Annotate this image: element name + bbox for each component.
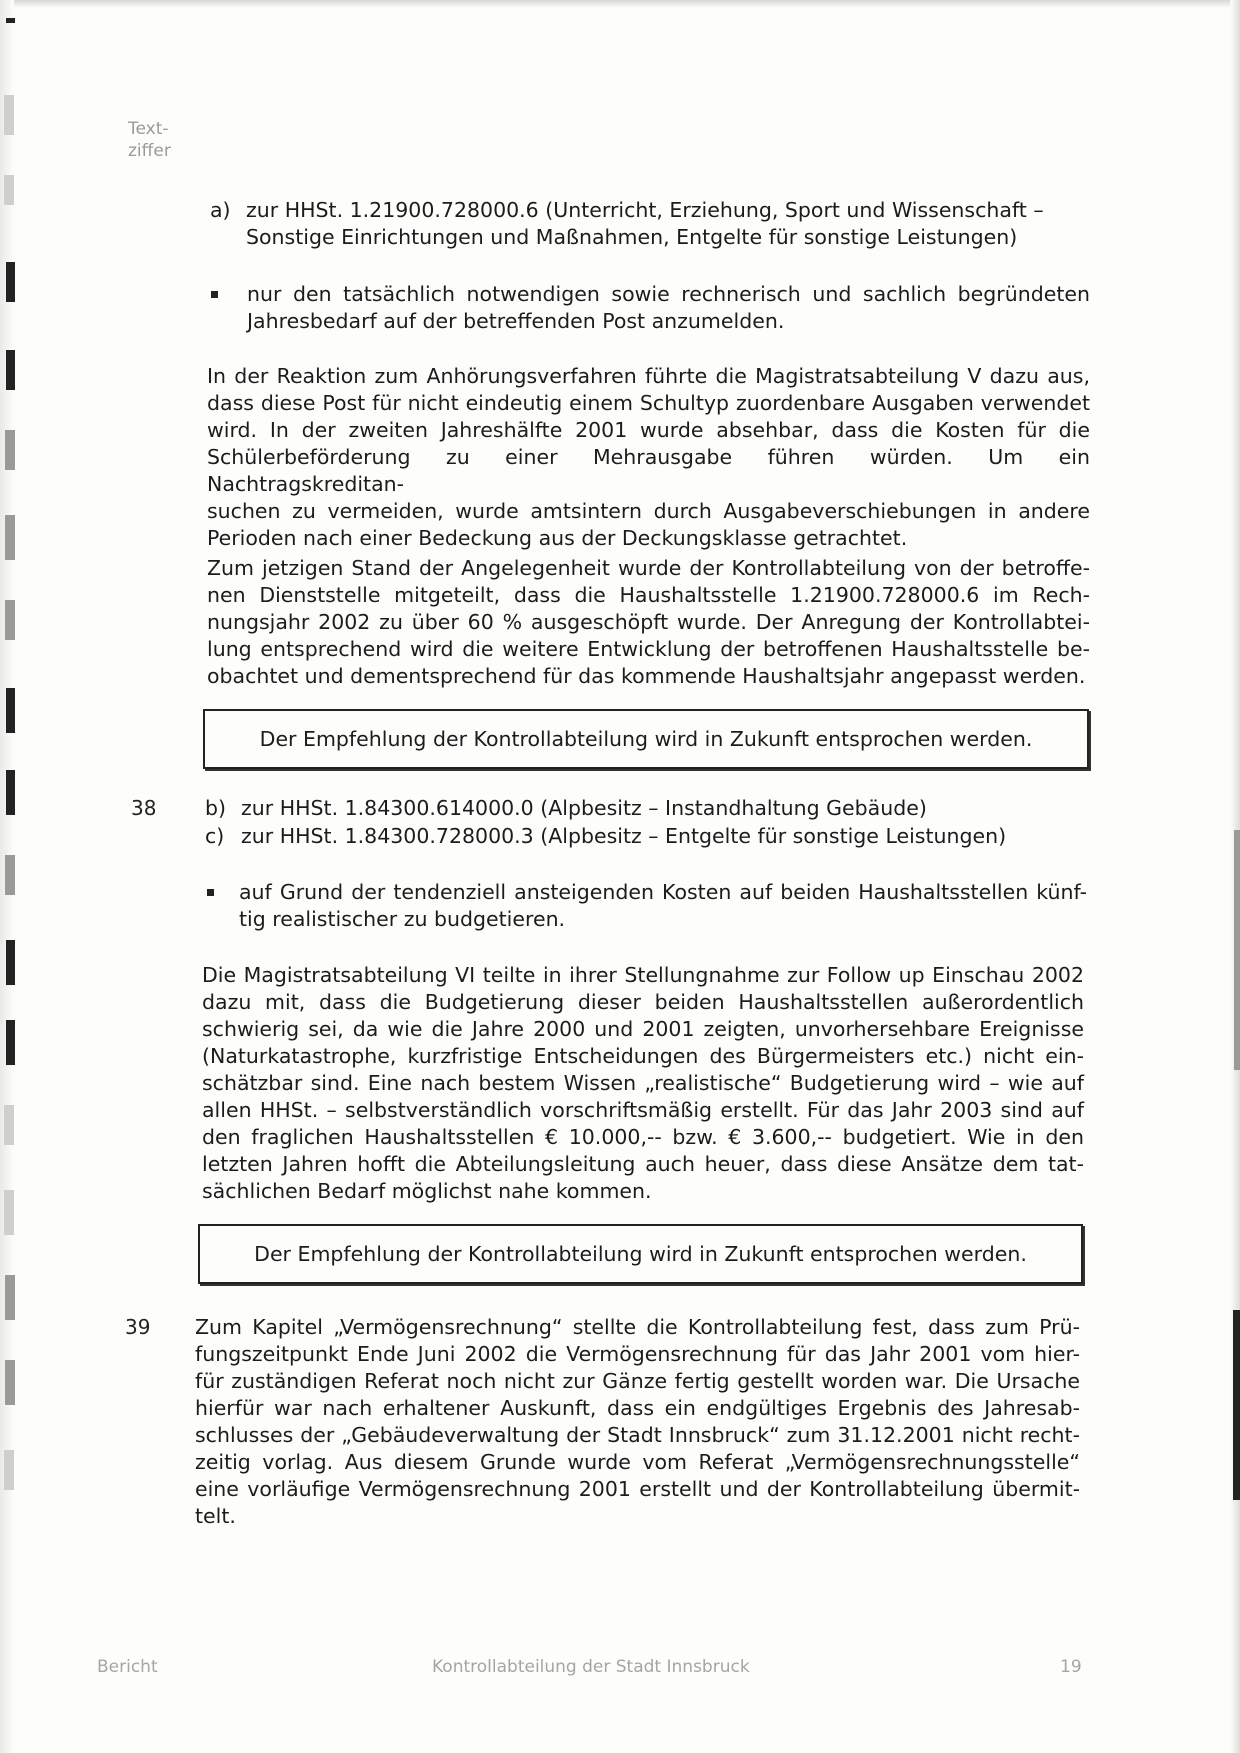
scan-mark	[6, 262, 15, 302]
text-line: telt.	[195, 1504, 236, 1528]
paragraph	[202, 962, 1084, 1205]
section-a	[210, 197, 1090, 253]
text-line: für zuständigen Referat noch nicht zur Gänze fertig gestellt worden war. Die Ursache	[195, 1369, 1080, 1393]
scan-mark	[6, 18, 15, 23]
scan-mark	[4, 1450, 14, 1490]
bullet-text	[239, 879, 1087, 933]
text-line: schlusses der „Gebäudeverwaltung der Stadt Innsbruck“ zum 31.12.2001 nicht recht-	[195, 1423, 1080, 1447]
text-line: Perioden nach einer Bedeckung aus der Deckungsklasse getrachtet.	[207, 526, 908, 550]
text-line: lung entsprechend wird die weitere Entwicklung der betroffenen Haushaltsstelle be-	[207, 637, 1090, 661]
scan-mark	[6, 770, 15, 815]
text-line: allen HHSt. – selbstverständlich vorschriftsmäßig erstellt. Für das Jahr 2003 sind auf	[202, 1098, 1084, 1122]
text-line: schätzbar sind. Eine nach bestem Wissen „realistische“ Budgetierung wird – wie auf	[202, 1071, 1084, 1095]
bullet-item	[203, 879, 1087, 935]
text-line: zeitig vorlag. Aus diesem Grunde wurde vom Referat „Vermögensrechnungsstelle“	[195, 1450, 1080, 1474]
scan-mark	[6, 688, 15, 733]
text-line: den fraglichen Haushaltsstellen € 10.000,-- bzw. € 3.600,-- budgetiert. Wie in den	[202, 1125, 1084, 1149]
text-line: wird. In der zweiten Jahreshälfte 2001 wurde absehbar, dass die Kosten für die	[207, 418, 1090, 442]
text-line: schwierig sei, da wie die Jahre 2000 und 2001 zeigten, unvorhersehbare Ereignisse	[202, 1017, 1084, 1041]
text-line: nur den tatsächlich notwendigen sowie rechnerisch und sachlich begründeten	[247, 282, 1090, 306]
text-line: hierfür war nach erhaltener Auskunft, dass ein endgültiges Ergebnis des Jahresab-	[195, 1396, 1080, 1420]
bullet-text	[247, 281, 1090, 335]
scan-mark	[5, 430, 15, 470]
text-line: Zum jetzigen Stand der Angelegenheit wurde der Kontrollabteilung von der betroffe-	[207, 556, 1090, 580]
section-b-text: zur HHSt. 1.84300.614000.0 (Alpbesitz – Instandhaltung Gebäude)	[241, 796, 927, 820]
recommendation-text: Der Empfehlung der Kontrollabteilung wird in Zukunft entsprochen werden.	[259, 727, 1033, 751]
footer-page-number: 19	[1060, 1657, 1082, 1677]
text-line: In der Reaktion zum Anhörungsverfahren führte die Magistratsabteilung V dazu aus,	[207, 364, 1090, 388]
scan-edge-top	[0, 0, 1240, 8]
scan-mark	[6, 1020, 15, 1065]
footer-left: Bericht	[97, 1657, 158, 1677]
scan-mark	[5, 1275, 15, 1320]
scan-mark	[1233, 1310, 1240, 1500]
text-line: auf Grund der tendenziell ansteigenden Kosten auf beiden Haushaltsstellen künf-	[239, 880, 1087, 904]
textziffer-number: 38	[131, 796, 157, 820]
section-b	[205, 795, 1090, 822]
text-line: sächlichen Bedarf möglichst nahe kommen.	[202, 1179, 652, 1203]
bullet-item	[207, 281, 1090, 337]
scan-mark	[6, 350, 15, 390]
section-a-text	[246, 197, 1090, 251]
recommendation-text: Der Empfehlung der Kontrollabteilung wird in Zukunft entsprochen werden.	[254, 1242, 1027, 1266]
paragraph	[207, 363, 1090, 552]
scan-mark	[4, 95, 14, 135]
text-line: suchen zu vermeiden, wurde amtsintern durch Ausgabeverschiebungen in andere	[207, 499, 1090, 523]
scan-mark	[5, 515, 15, 560]
list-marker: a)	[210, 198, 231, 222]
section-c	[205, 823, 1090, 850]
scan-mark	[4, 1190, 14, 1235]
recommendation-box	[203, 709, 1089, 769]
text-line: letzten Jahren hofft die Abteilungsleitung auch heuer, dass diese Ansätze dem tat-	[202, 1152, 1084, 1176]
text-line: fungszeitpunkt Ende Juni 2002 die Vermögensrechnung für das Jahr 2001 vom hier-	[195, 1342, 1080, 1366]
paragraph	[195, 1314, 1080, 1530]
scan-mark	[4, 1105, 14, 1145]
scan-mark	[6, 940, 15, 985]
text-line: (Naturkatastrophe, kurzfristige Entscheidungen des Bürgermeisters etc.) nicht ein-	[202, 1044, 1084, 1068]
text-line: nungsjahr 2002 zu über 60 % ausgeschöpft wurde. Der Anregung der Kontrollabtei-	[207, 610, 1090, 634]
text-line: Sonstige Einrichtungen und Maßnahmen, Entgelte für sonstige Leistungen)	[246, 225, 1018, 249]
text-line: Zum Kapitel „Vermögensrechnung“ stellte die Kontrollabteilung fest, dass zum Prü-	[195, 1315, 1080, 1339]
text-line: zur HHSt. 1.21900.728000.6 (Unterricht, Erziehung, Sport und Wissenschaft –	[246, 198, 1044, 222]
textziffer-number: 39	[125, 1315, 151, 1339]
text-line: obachtet und dementsprechend für das kommende Haushaltsjahr angepasst werden.	[207, 664, 1086, 688]
text-line: Jahresbedarf auf der betreffenden Post anzumelden.	[247, 309, 785, 333]
scan-mark	[5, 855, 15, 895]
text-line: Die Magistratsabteilung VI teilte in ihrer Stellungnahme zur Follow up Einschau 2002	[202, 963, 1084, 987]
list-marker: c)	[205, 824, 225, 848]
footer-center: Kontrollabteilung der Stadt Innsbruck	[432, 1657, 750, 1677]
scan-mark	[5, 1360, 15, 1405]
paragraph	[207, 555, 1090, 690]
text-line: tig realistischer zu budgetieren.	[239, 907, 566, 931]
margin-label-textziffer	[128, 118, 171, 162]
text-line: eine vorläufige Vermögensrechnung 2001 erstellt und der Kontrollabteilung übermit-	[195, 1477, 1080, 1501]
list-marker: b)	[205, 796, 227, 820]
scan-mark	[1234, 830, 1240, 1070]
section-c-text: zur HHSt. 1.84300.728000.3 (Alpbesitz – Entgelte für sonstige Leistungen)	[241, 824, 1007, 848]
text-line: dass diese Post für nicht eindeutig einem Schultyp zuordenbare Ausgaben verwendet	[207, 391, 1090, 415]
margin-label-line: Text-	[128, 119, 169, 139]
bullet-icon	[211, 291, 218, 298]
text-line: dazu mit, dass die Budgetierung dieser beiden Haushaltsstellen außerordentlich	[202, 990, 1084, 1014]
bullet-icon	[207, 889, 214, 896]
scan-mark	[5, 600, 15, 640]
scan-mark	[4, 175, 14, 205]
margin-label-line: ziffer	[128, 141, 171, 161]
text-line: Schülerbeförderung zu einer Mehrausgabe führen würden. Um ein Nachtragskreditan-	[207, 445, 1090, 496]
text-line: nen Dienststelle mitgeteilt, dass die Haushaltsstelle 1.21900.728000.6 im Rech-	[207, 583, 1090, 607]
recommendation-box	[198, 1224, 1083, 1284]
